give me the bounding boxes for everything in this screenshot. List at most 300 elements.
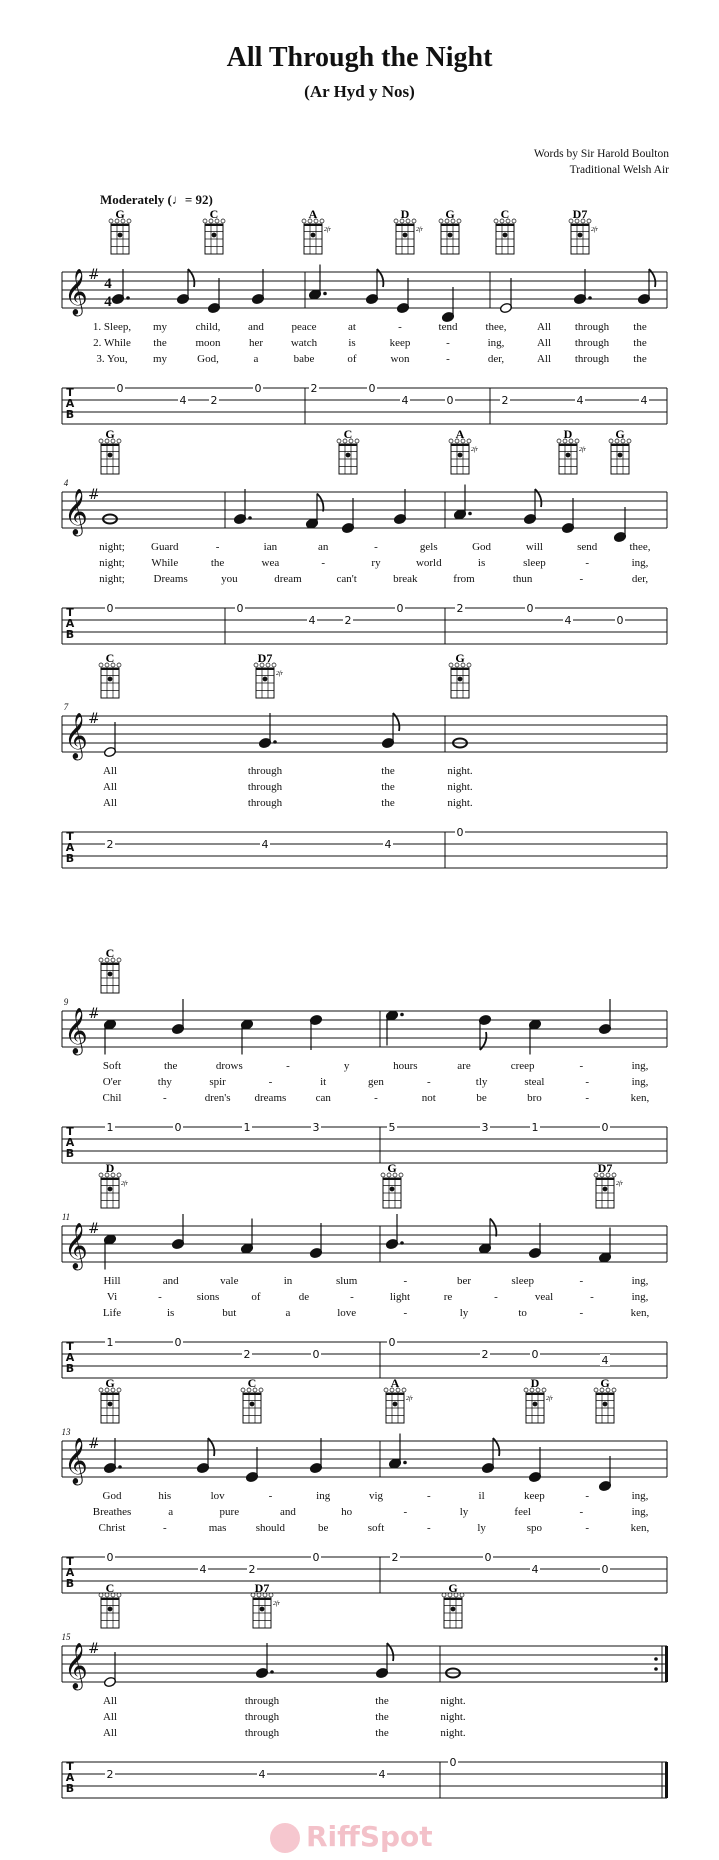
chord-diagram — [251, 1581, 281, 1628]
finger-dot — [263, 677, 268, 682]
system-5 — [62, 1226, 667, 1378]
open-string-marker — [117, 1388, 121, 1392]
tab-fret-number: 4 — [199, 1563, 207, 1576]
chord-fret-label: 2fr — [416, 227, 424, 233]
tab-fret-number: 2 — [456, 602, 464, 615]
chord-fret-label: 2fr — [471, 447, 479, 453]
lyric-word: a — [253, 353, 259, 365]
dot — [403, 1461, 407, 1465]
lyric-word: 2. While — [93, 337, 131, 349]
tab-fret-number: 0 — [236, 602, 244, 615]
open-string-marker — [99, 439, 103, 443]
chord-diagram — [594, 1376, 616, 1423]
eighth-flag — [317, 494, 323, 512]
lyric-word: it — [320, 1076, 327, 1088]
tab-clef-letter: T — [66, 1125, 74, 1138]
final-barline-thick — [665, 1646, 668, 1682]
lyric-word: - — [446, 337, 450, 349]
lyric-word: pure — [219, 1506, 240, 1518]
lyric-word: ing, — [631, 557, 649, 569]
lyric-word: ho — [341, 1506, 353, 1518]
chord-name: G — [600, 1376, 610, 1390]
dot — [270, 1670, 274, 1674]
lyric-word: the — [163, 1060, 178, 1072]
treble-clef-icon: 𝄞 — [64, 713, 88, 759]
lyric-word: de — [298, 1291, 310, 1303]
chord-diagram — [594, 1161, 624, 1208]
lyric-word: hours — [393, 1060, 418, 1072]
lyric-word: be — [318, 1522, 329, 1534]
lyric-word: from — [453, 573, 475, 585]
lyric-word: through — [574, 337, 610, 349]
lyric-word: ly — [459, 1506, 469, 1518]
open-string-marker — [99, 958, 103, 962]
lyric-word: through — [247, 797, 283, 809]
tab-fret-number: 4 — [384, 838, 392, 851]
lyric-word: night. — [440, 1711, 466, 1723]
chord-diagram — [241, 1376, 263, 1423]
open-string-marker — [612, 1173, 616, 1177]
tab-fret-number: 0 — [616, 614, 624, 627]
note — [528, 1019, 541, 1055]
open-string-marker — [394, 219, 398, 223]
tab-clef-letter: T — [66, 606, 74, 619]
open-string-marker — [609, 439, 613, 443]
note — [453, 485, 471, 521]
tab-fret-number: 1 — [243, 1121, 251, 1134]
open-string-marker — [381, 1173, 385, 1177]
lyric-word: an — [318, 541, 329, 553]
system-3 — [62, 716, 667, 868]
lyric-word: is — [477, 557, 486, 569]
chord-diagram — [203, 207, 225, 254]
composer-credit: Traditional Welsh Air — [569, 164, 669, 176]
lyric-word: night. — [447, 781, 473, 793]
chord-name: C — [105, 651, 115, 665]
finger-dot — [566, 453, 571, 458]
open-string-marker — [412, 219, 416, 223]
note — [103, 1019, 116, 1055]
note — [396, 278, 409, 314]
lyric-word: is — [166, 1307, 175, 1319]
key-signature-sharp: # — [88, 1436, 100, 1452]
lyric-word: ing, — [631, 1506, 649, 1518]
note — [240, 1019, 253, 1055]
lyric-word: light — [389, 1291, 411, 1303]
open-string-marker — [449, 439, 453, 443]
lyric-word: her — [248, 337, 264, 349]
lyric-word: and — [162, 1275, 179, 1287]
chord-diagram — [439, 207, 461, 254]
tab-fret-number: 0 — [456, 826, 464, 839]
note — [171, 1214, 184, 1250]
lyric-word: - — [579, 1506, 584, 1518]
open-string-marker — [594, 1173, 598, 1177]
lyric-word: slum — [335, 1275, 358, 1287]
lyric-word: All — [102, 1711, 118, 1723]
note — [385, 1010, 403, 1046]
open-string-marker — [117, 1173, 121, 1177]
chord-name: D — [563, 427, 573, 441]
lyric-word: - — [374, 1092, 378, 1104]
tab-clef-letter: B — [65, 1362, 75, 1375]
lyric-word: through — [574, 353, 610, 365]
tab-fret-number: 2 — [248, 1563, 256, 1576]
lyric-word: O'er — [102, 1076, 122, 1088]
open-string-marker — [127, 219, 131, 223]
chord-name: D7 — [257, 651, 273, 665]
open-string-marker — [512, 219, 516, 223]
note — [111, 269, 129, 305]
note — [478, 1014, 491, 1050]
lyric-word: All — [102, 781, 118, 793]
finger-dot — [603, 1402, 608, 1407]
note — [245, 1447, 258, 1483]
tab-fret-number: 4 — [564, 614, 572, 627]
lyric-word: - — [350, 1291, 354, 1303]
chord-name: G — [455, 651, 465, 665]
lyric-word: night. — [447, 797, 473, 809]
lyric-word: keep — [389, 337, 411, 349]
chord-diagram — [99, 946, 121, 993]
lyric-word: Christ — [98, 1522, 126, 1534]
chord-fret-label: 2fr — [273, 1601, 281, 1607]
open-string-marker — [117, 1593, 121, 1597]
tab-fret-number: 5 — [388, 1121, 396, 1134]
lyric-word: God — [102, 1490, 122, 1502]
open-string-marker — [221, 219, 225, 223]
tab-fret-number: 2 — [501, 394, 509, 407]
finger-dot — [118, 233, 123, 238]
note — [258, 713, 276, 749]
open-string-marker — [627, 439, 631, 443]
chord-name: C — [247, 1376, 257, 1390]
key-signature-sharp: # — [88, 711, 100, 727]
chord-fret-label: 2fr — [276, 671, 284, 677]
measure-number: 9 — [63, 997, 69, 1007]
note — [251, 269, 264, 305]
open-string-marker — [457, 219, 461, 223]
tab-fret-number: 0 — [449, 1756, 457, 1769]
open-string-marker — [109, 219, 113, 223]
lyric-word: ing, — [631, 1060, 649, 1072]
lyric-word: thun — [512, 573, 533, 585]
open-string-marker — [587, 219, 591, 223]
lyric-word: - — [585, 1076, 590, 1088]
finger-dot — [311, 233, 316, 238]
lyric-word: at — [348, 321, 356, 333]
lyric-word: All — [102, 797, 118, 809]
lyric-word: God — [472, 541, 492, 553]
finger-dot — [578, 233, 583, 238]
lyric-word: - — [590, 1291, 594, 1303]
note — [499, 278, 512, 314]
lyric-word: night; — [99, 541, 125, 553]
tab-fret-number: 0 — [531, 1348, 539, 1361]
finger-dot — [108, 972, 113, 977]
lyric-word: Guard — [151, 541, 179, 553]
lyric-word: the — [375, 1727, 389, 1739]
lyric-word: child, — [195, 321, 221, 333]
lyric-word: thee, — [485, 321, 507, 333]
lyric-word: All — [102, 1727, 118, 1739]
chord-name: G — [105, 427, 115, 441]
system-4 — [62, 1011, 667, 1163]
tempo-text: Moderately — [100, 192, 165, 207]
note — [103, 1652, 116, 1688]
tab-clef-letter: A — [65, 841, 75, 854]
lyric-word: Life — [102, 1307, 122, 1319]
note — [561, 498, 574, 534]
open-string-marker — [594, 1388, 598, 1392]
finger-dot — [346, 453, 351, 458]
note — [305, 494, 323, 530]
lyric-word: vig — [368, 1490, 384, 1502]
dot — [118, 1465, 122, 1469]
open-string-marker — [524, 1388, 528, 1392]
lyric-word: ian — [263, 541, 278, 553]
lyric-word: spo — [526, 1522, 543, 1534]
lyric-word: veal — [534, 1291, 554, 1303]
chord-name: G — [115, 207, 125, 221]
lyric-word: - — [426, 1490, 431, 1502]
tab-clef-letter: T — [66, 830, 74, 843]
tab-clef-letter: A — [65, 617, 75, 630]
dot — [468, 512, 472, 516]
note — [393, 489, 406, 525]
tab-fret-number: 0 — [174, 1336, 182, 1349]
lyric-word: All — [102, 765, 118, 777]
note — [207, 278, 220, 314]
lyric-word: ing, — [631, 1291, 649, 1303]
lyric-word: through — [244, 1695, 280, 1707]
chord-name: D — [400, 207, 410, 221]
key-signature-sharp: # — [88, 1641, 100, 1657]
lyric-word: through — [244, 1727, 280, 1739]
lyric-word: won — [390, 353, 410, 365]
tab-fret-number: 0 — [526, 602, 534, 615]
tab-clef-letter: A — [65, 1136, 75, 1149]
tab-fret-number: 0 — [484, 1551, 492, 1564]
open-string-marker — [467, 439, 471, 443]
key-signature-sharp: # — [88, 487, 100, 503]
chord-diagram — [99, 1161, 129, 1208]
note — [240, 1219, 253, 1255]
lyric-word: night; — [99, 573, 125, 585]
lyric-word: love — [337, 1307, 357, 1319]
chord-diagram — [442, 1581, 464, 1628]
lyric-word: in — [283, 1275, 293, 1287]
lyric-word: - — [585, 557, 590, 569]
note — [103, 1234, 116, 1270]
lyric-word: All — [536, 321, 552, 333]
open-string-marker — [251, 1593, 255, 1597]
dot — [323, 292, 327, 296]
lyric-word: mas — [208, 1522, 227, 1534]
lyric-word: a — [168, 1506, 174, 1518]
chord-name: C — [209, 207, 219, 221]
note — [528, 1223, 541, 1259]
lyric-word: moon — [195, 337, 221, 349]
lyric-word: watch — [290, 337, 318, 349]
time-signature-top: 4 — [104, 276, 112, 292]
lyric-word: you — [221, 573, 238, 585]
lyric-word: to — [518, 1307, 527, 1319]
chord-name: D — [105, 1161, 115, 1175]
lyric-word: and — [280, 1506, 296, 1518]
lyric-word: vale — [220, 1275, 239, 1287]
tab-fret-number: 2 — [106, 838, 114, 851]
open-string-marker — [117, 439, 121, 443]
lyric-word: 3. You, — [96, 353, 128, 365]
tab-fret-number: 1 — [106, 1336, 114, 1349]
open-string-marker — [320, 219, 324, 223]
tab-clef-letter: A — [65, 1566, 75, 1579]
dot — [588, 296, 592, 300]
dot — [273, 740, 277, 744]
chord-fret-label: 2fr — [591, 227, 599, 233]
lyric-word: the — [633, 337, 647, 349]
tab-fret-number: 0 — [396, 602, 404, 615]
chord-diagram — [381, 1161, 403, 1208]
lyric-word: - — [426, 1522, 431, 1534]
tab-clef-letter: B — [65, 408, 75, 421]
chord-diagram — [99, 1376, 121, 1423]
tab-fret-number: 3 — [312, 1121, 320, 1134]
lyric-word: not — [421, 1092, 436, 1104]
riffspot-watermark — [270, 1820, 450, 1860]
lyric-word: - — [286, 1060, 290, 1072]
chord-name: D7 — [572, 207, 588, 221]
tab-fret-number: 4 — [308, 614, 316, 627]
lyric-word: creep — [510, 1060, 535, 1072]
open-string-marker — [442, 1593, 446, 1597]
open-string-marker — [254, 663, 258, 667]
finger-dot — [403, 233, 408, 238]
tab-fret-number: 3 — [481, 1121, 489, 1134]
lyric-word: ly — [459, 1307, 469, 1319]
dot — [248, 516, 252, 520]
open-string-marker — [542, 1388, 546, 1392]
dot — [400, 1241, 404, 1245]
note — [385, 1214, 403, 1250]
lyric-word: - — [579, 1307, 584, 1319]
lyric-word: bro — [527, 1092, 542, 1104]
lyric-word: der, — [487, 353, 505, 365]
lyric-word: - — [579, 1275, 584, 1287]
key-signature-sharp: # — [88, 1221, 100, 1237]
chord-name: G — [615, 427, 625, 441]
lyric-word: - — [446, 353, 450, 365]
open-string-marker — [99, 1593, 103, 1597]
watermark-text: RiffSpot — [306, 1820, 433, 1853]
note — [528, 1447, 541, 1483]
lyric-word: - — [585, 1490, 590, 1502]
lyric-word: All — [536, 353, 552, 365]
tab-fret-number: 2 — [210, 394, 218, 407]
open-string-marker — [612, 1388, 616, 1392]
chord-name: G — [105, 1376, 115, 1390]
note — [103, 722, 116, 758]
lyric-word: lov — [210, 1490, 225, 1502]
lyric-word: - — [403, 1307, 408, 1319]
lyric-word: der, — [631, 573, 649, 585]
lyric-word: Chil — [102, 1092, 122, 1104]
note — [309, 1223, 322, 1259]
finger-dot — [108, 677, 113, 682]
lyric-word: wea — [261, 557, 280, 569]
lyric-word: is — [348, 337, 356, 349]
treble-clef-icon: 𝄞 — [64, 1223, 88, 1269]
key-signature-sharp: # — [88, 267, 100, 283]
open-string-marker — [99, 1173, 103, 1177]
chord-diagram — [449, 427, 479, 474]
song-subtitle: (Ar Hyd y Nos) — [304, 82, 415, 101]
lyric-word: the — [381, 797, 395, 809]
tab-fret-number: 0 — [174, 1121, 182, 1134]
lyric-word: - — [215, 541, 220, 553]
lyric-word: night; — [99, 557, 125, 569]
lyric-word: thee, — [629, 541, 651, 553]
lyric-word: the — [375, 1695, 389, 1707]
lyric-word: the — [381, 765, 395, 777]
lyric-word: - — [268, 1490, 273, 1502]
open-string-marker — [399, 1173, 403, 1177]
chord-fret-label: 2fr — [546, 1396, 554, 1402]
lyric-word: God, — [197, 353, 219, 365]
lyric-word: of — [347, 353, 357, 365]
lyric-word: steal — [524, 1076, 545, 1088]
chord-fret-label: 2fr — [406, 1396, 414, 1402]
tab-fret-number: 0 — [601, 1563, 609, 1576]
lyric-word: sleep — [511, 1275, 534, 1287]
note — [613, 507, 626, 543]
chord-diagram — [254, 651, 284, 698]
note — [598, 1228, 611, 1264]
open-string-marker — [494, 219, 498, 223]
lyric-word: will — [525, 541, 543, 553]
lyric-word: gen — [368, 1076, 384, 1088]
open-string-marker — [569, 219, 573, 223]
lyric-word: ing, — [631, 1076, 649, 1088]
lyric-word: - — [321, 557, 326, 569]
tempo-paren-open: ( — [167, 192, 172, 207]
chord-name: D — [530, 1376, 540, 1390]
lyric-word: sions — [196, 1291, 220, 1303]
chord-name: G — [445, 207, 455, 221]
lyric-word: drows — [215, 1060, 243, 1072]
open-string-marker — [384, 1388, 388, 1392]
finger-dot — [451, 1607, 456, 1612]
finger-dot — [618, 453, 623, 458]
chord-diagram — [494, 207, 516, 254]
open-string-marker — [575, 439, 579, 443]
tab-fret-number: 0 — [446, 394, 454, 407]
tab-clef-letter: A — [65, 397, 75, 410]
lyric-word: - — [398, 321, 402, 333]
chord-diagram — [449, 651, 471, 698]
lyric-word: il — [478, 1490, 485, 1502]
lyric-word: send — [577, 541, 598, 553]
finger-dot — [260, 1607, 265, 1612]
lyric-word: - — [494, 1291, 498, 1303]
lyric-word: sleep — [523, 557, 546, 569]
lyric-word: - — [403, 1506, 408, 1518]
chord-name: C — [105, 1581, 115, 1595]
lyric-word: my — [152, 321, 168, 333]
lyric-word: ken, — [630, 1092, 650, 1104]
tab-fret-number: 0 — [254, 382, 262, 395]
